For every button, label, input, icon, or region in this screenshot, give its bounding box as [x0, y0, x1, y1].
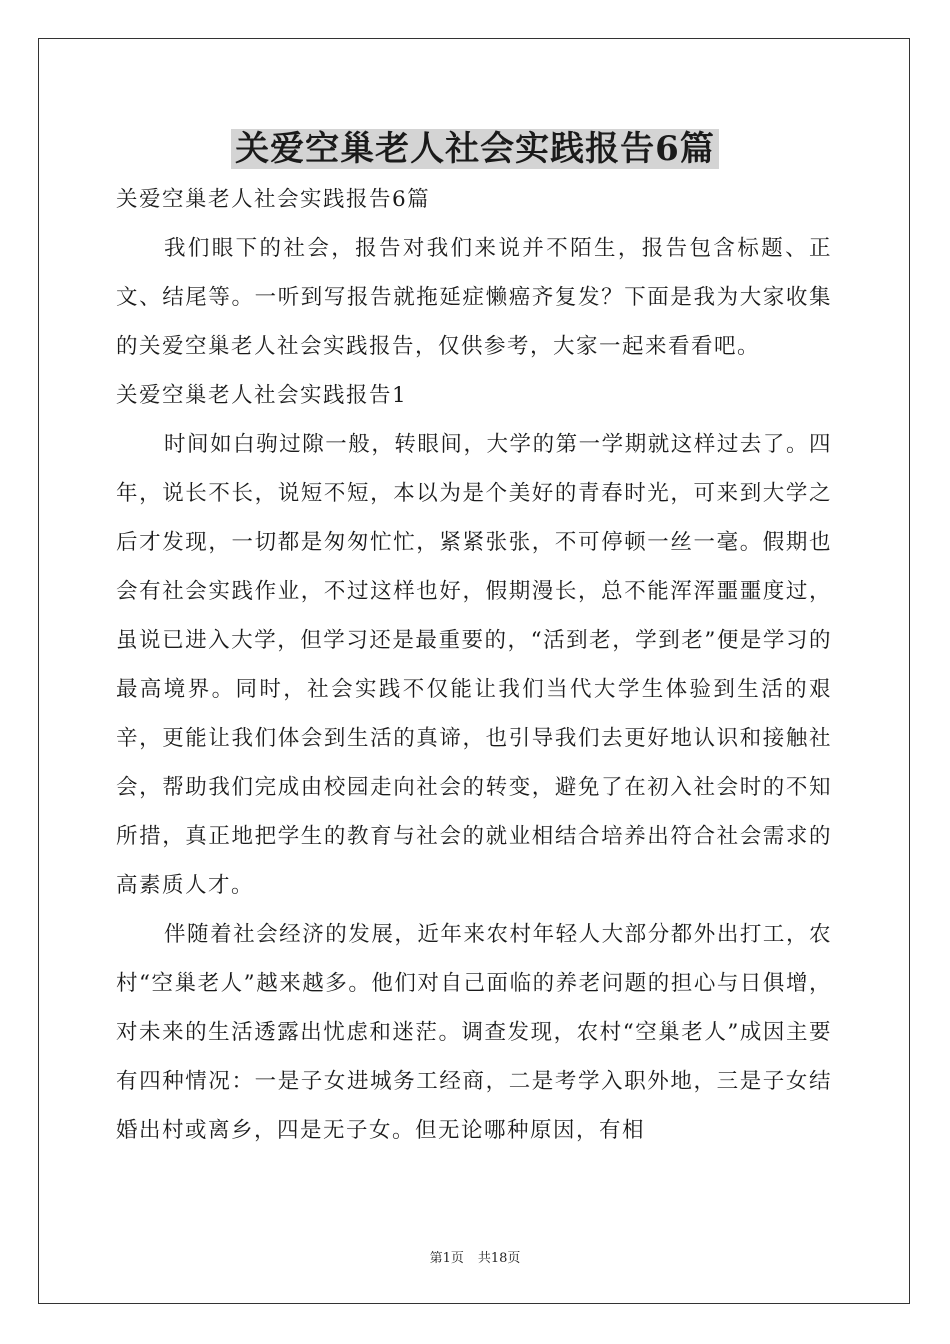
- document-title-text: 关爱空巢老人社会实践报告6篇: [231, 129, 719, 169]
- page-total: 共18页: [477, 1251, 521, 1266]
- page-footer: [0, 1247, 950, 1266]
- section-heading: 关爱空巢老人社会实践报告1: [116, 383, 408, 408]
- body-paragraph: 时间如白驹过隙一般，转眼间，大学的第一学期就这样过去了。四年，说长不长，说短不短，本以为是个美好的青春时光，可来到大学之后才发现，一切都是匆匆忙忙，紧紧张张，不可停顿一丝一毫。假期也会有社会实践作业，不过这样也好，假期漫长，总不能浑浑噩噩度过，虽说已进入大学，但学习还是最重要的，“活到老，学到老”便是学习的最高境界。同时，社会实践不仅能让我们当代大学生体验到生活的艰辛，更能让我们体会到生活的真谛，也引导我们去更好地认识和接触社会，帮助我们完成由校园走向社会的转变，避免了在初入社会时的不知所措，真正地把学生的教育与社会的就业相结合培养出符合社会需求的高素质人才。: [116, 432, 832, 898]
- body-paragraph: 伴随着社会经济的发展，近年来农村年轻人大部分都外出打工，农村“空巢老人”越来越多。他们对自己面临的养老问题的担心与日俱增，对未来的生活透露出忧虑和迷茫。调查发现，农村“空巢老人”成因主要有四种情况：一是子女进城务工经商，二是考学入职外地，三是子女结婚出村或离乡，四是无子女。但无论哪种原因，有相: [116, 922, 832, 1143]
- subtitle-paragraph: 关爱空巢老人社会实践报告6篇: [116, 187, 431, 212]
- document-body: [116, 175, 832, 1155]
- page-number: 第1页: [429, 1251, 464, 1266]
- document-title: [0, 124, 950, 174]
- intro-paragraph: 我们眼下的社会，报告对我们来说并不陌生，报告包含标题、正文、结尾等。一听到写报告就拖延症懒癌齐复发？下面是我为大家收集的关爱空巢老人社会实践报告，仅供参考，大家一起来看看吧。: [116, 236, 832, 359]
